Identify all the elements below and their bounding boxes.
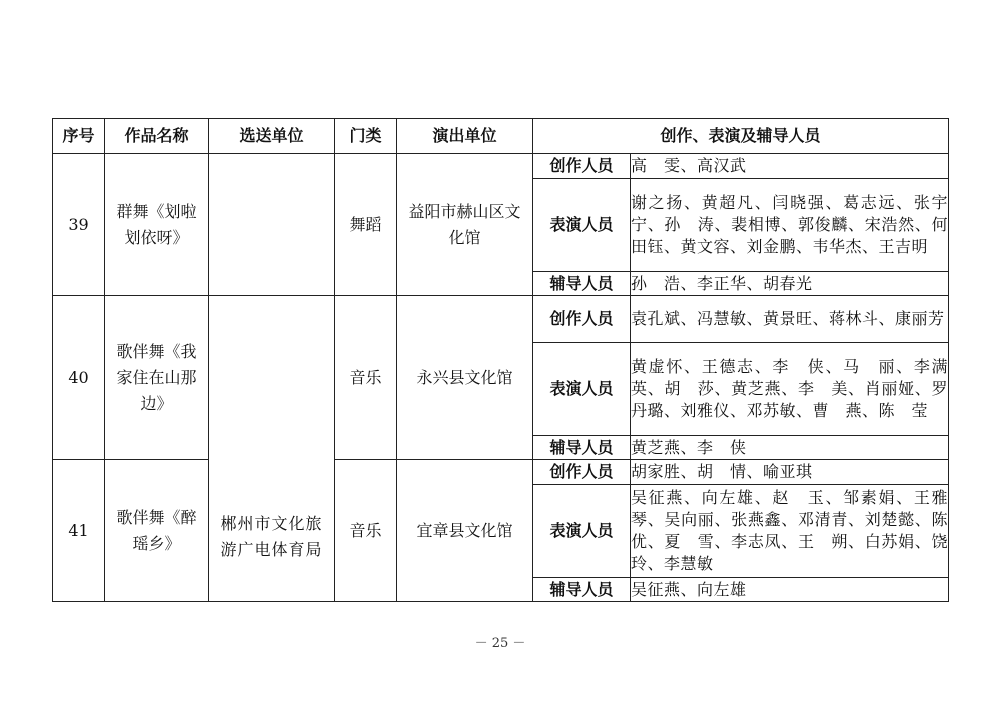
role-label: 辅导人员	[533, 272, 631, 296]
role-names: 黄虚怀、王德志、李 侠、马 丽、李满英、胡 莎、黄芝燕、李 美、肖丽娅、罗丹璐、刘雅仪、邓苏敏、曹 燕、陈 莹	[631, 343, 949, 436]
role-names: 胡家胜、胡 情、喻亚琪	[631, 460, 949, 485]
page-number: － 25 －	[474, 636, 526, 651]
role-label: 创作人员	[533, 460, 631, 485]
table-row	[53, 154, 949, 179]
entry-no: 39	[53, 154, 105, 296]
performing-unit: 宜章县文化馆	[416, 520, 513, 540]
unit-cell-empty	[209, 154, 335, 296]
entry-no: 40	[53, 296, 105, 460]
role-label: 辅导人员	[533, 436, 631, 460]
award-table	[52, 118, 965, 602]
role-label: 表演人员	[533, 485, 631, 578]
role-label: 创作人员	[533, 154, 631, 179]
header-performer: 演出单位	[397, 119, 533, 154]
header-no: 序号	[53, 119, 105, 154]
role-names: 袁孔斌、冯慧敏、黄景旺、蒋林斗、康丽芳	[631, 296, 949, 343]
role-names: 孙 浩、李正华、胡春光	[631, 272, 949, 296]
role-names: 吴征燕、向左雄、赵 玉、邹素娟、王雅琴、吴向丽、张燕鑫、邓清青、刘楚懿、陈 优、夏 雪、李志凤、王 朔、白苏娟、饶 玲、李慧敏	[631, 485, 949, 578]
header-category: 门类	[335, 119, 397, 154]
performing-unit: 益阳市赫山区文化馆	[408, 201, 521, 247]
work-title: 歌伴舞《我家住在山那边》	[116, 341, 197, 413]
role-names: 高 雯、高汉武	[631, 154, 949, 179]
table-row	[53, 460, 949, 485]
role-names: 吴征燕、向左雄	[631, 578, 949, 602]
role-label: 表演人员	[533, 179, 631, 272]
role-label: 辅导人员	[533, 578, 631, 602]
category: 音乐	[335, 460, 397, 602]
category: 音乐	[335, 296, 397, 460]
role-label: 表演人员	[533, 343, 631, 436]
performing-unit: 永兴县文化馆	[416, 367, 513, 387]
header-unit: 选送单位	[209, 119, 335, 154]
role-names: 黄芝燕、李 侠	[631, 436, 949, 460]
header-row	[53, 119, 949, 154]
work-title: 群舞《划啦划依呀》	[116, 201, 197, 247]
entry-no: 41	[53, 460, 105, 602]
header-title: 作品名称	[105, 119, 209, 154]
role-label: 创作人员	[533, 296, 631, 343]
header-staff: 创作、表演及辅导人员	[533, 119, 949, 154]
work-title: 歌伴舞《醉瑶乡》	[116, 507, 197, 553]
submitting-unit: 郴州市文化旅游广电体育局	[220, 514, 323, 559]
role-names: 谢之扬、黄超凡、闫晓强、葛志远、张宇宁、孙 涛、裴相博、郭俊麟、宋浩然、何田钰、黄文容、刘金鹏、韦华杰、王吉明	[631, 179, 949, 272]
table-row	[53, 296, 949, 343]
category: 舞蹈	[335, 154, 397, 296]
